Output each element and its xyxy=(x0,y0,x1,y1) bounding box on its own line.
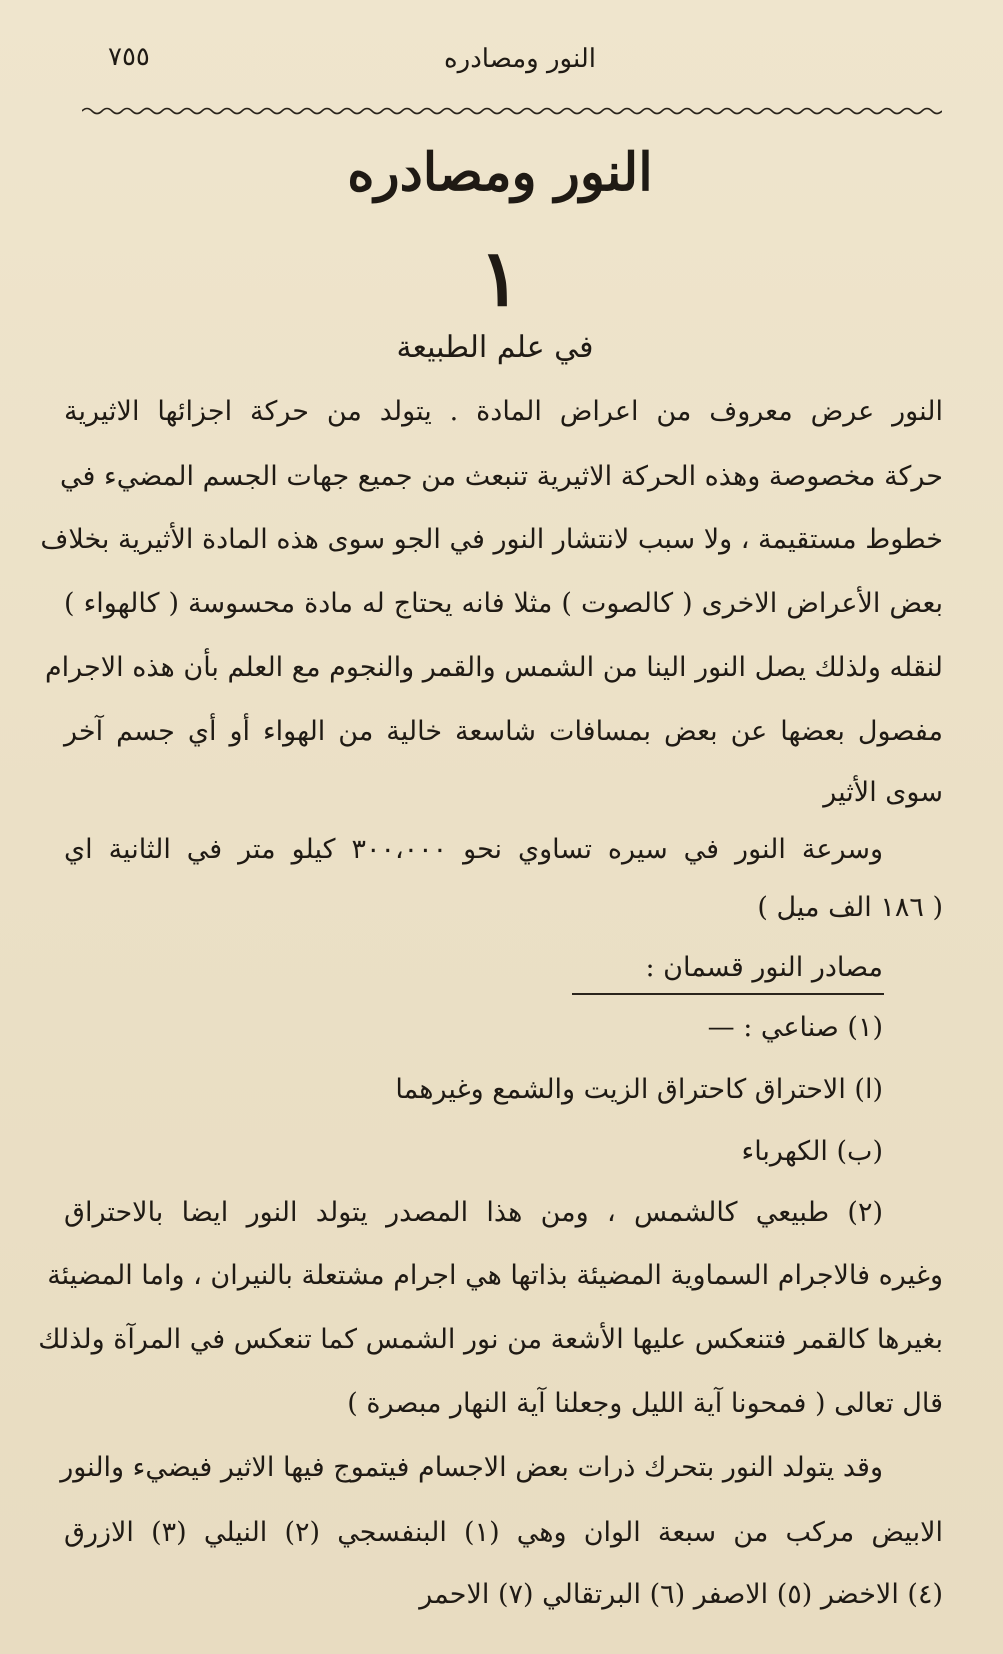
body-line: وقد يتولد النور بتحرك ذرات بعض الاجسام فيتموج فيها الاثير فيضيء والنور xyxy=(60,1452,883,1483)
body-line: سوى الأثير xyxy=(823,777,943,808)
body-line: قال تعالى ( فمحونا آية الليل وجعلنا آية النهار مبصرة ) xyxy=(347,1388,943,1419)
wavy-divider xyxy=(82,104,942,118)
body-line: ( ١٨٦ الف ميل ) xyxy=(757,892,943,923)
body-line: وغيره فالاجرام السماوية المضيئة بذاتها هي اجرام مشتعلة بالنيران ، واما المضيئة xyxy=(47,1260,943,1291)
body-line: وسرعة النور في سيره تساوي نحو ٣٠٠،٠٠٠ كيلو متر في الثانية اي xyxy=(64,834,883,865)
list-item: (ا) الاحتراق كاحتراق الزيت والشمع وغيرهما xyxy=(395,1074,883,1105)
chapter-title: النور ومصادره xyxy=(347,142,653,203)
list-item: (ب) الكهرباء xyxy=(741,1136,883,1167)
body-line: مفصول بعضها عن بعض بمسافات شاسعة خالية من الهواء أو أي جسم آخر xyxy=(64,716,943,747)
list-item: (٢) طبيعي كالشمس ، ومن هذا المصدر يتولد النور ايضا بالاحتراق xyxy=(64,1197,883,1228)
list-item: (١) صناعي : — xyxy=(707,1012,883,1043)
chapter-number: ١ xyxy=(479,233,521,324)
body-line: النور عرض معروف من اعراض المادة . يتولد من حركة اجزائها الاثيرية xyxy=(64,396,943,427)
body-line: خطوط مستقيمة ، ولا سبب لانتشار النور في الجو سوى هذه المادة الأثيرية بخلاف xyxy=(40,524,943,555)
body-line: (٤) الاخضر (٥) الاصفر (٦) البرتقالي (٧) الاحمر xyxy=(419,1579,943,1610)
body-line: حركة مخصوصة وهذه الحركة الاثيرية تنبعث من جميع جهات الجسم المضيء في xyxy=(60,461,943,492)
body-line: بعض الأعراض الاخرى ( كالصوت ) مثلا فانه يحتاج له مادة محسوسة ( كالهواء ) xyxy=(64,588,943,619)
page-number: ٧٥٥ xyxy=(108,42,150,72)
subheading: مصادر النور قسمان : xyxy=(645,952,883,983)
section-title: في علم الطبيعة xyxy=(396,330,594,365)
body-line: الابيض مركب من سبعة الوان وهي (١) البنفسجي (٢) النيلي (٣) الازرق xyxy=(64,1517,943,1548)
body-line: لنقله ولذلك يصل النور الينا من الشمس والقمر والنجوم مع العلم بأن هذه الاجرام xyxy=(44,652,943,683)
subheading-underline xyxy=(572,993,884,995)
body-line: بغيرها كالقمر فتنعكس عليها الأشعة من نور الشمس كما تنعكس في المرآة ولذلك xyxy=(38,1324,943,1355)
running-head: النور ومصادره xyxy=(444,44,596,74)
